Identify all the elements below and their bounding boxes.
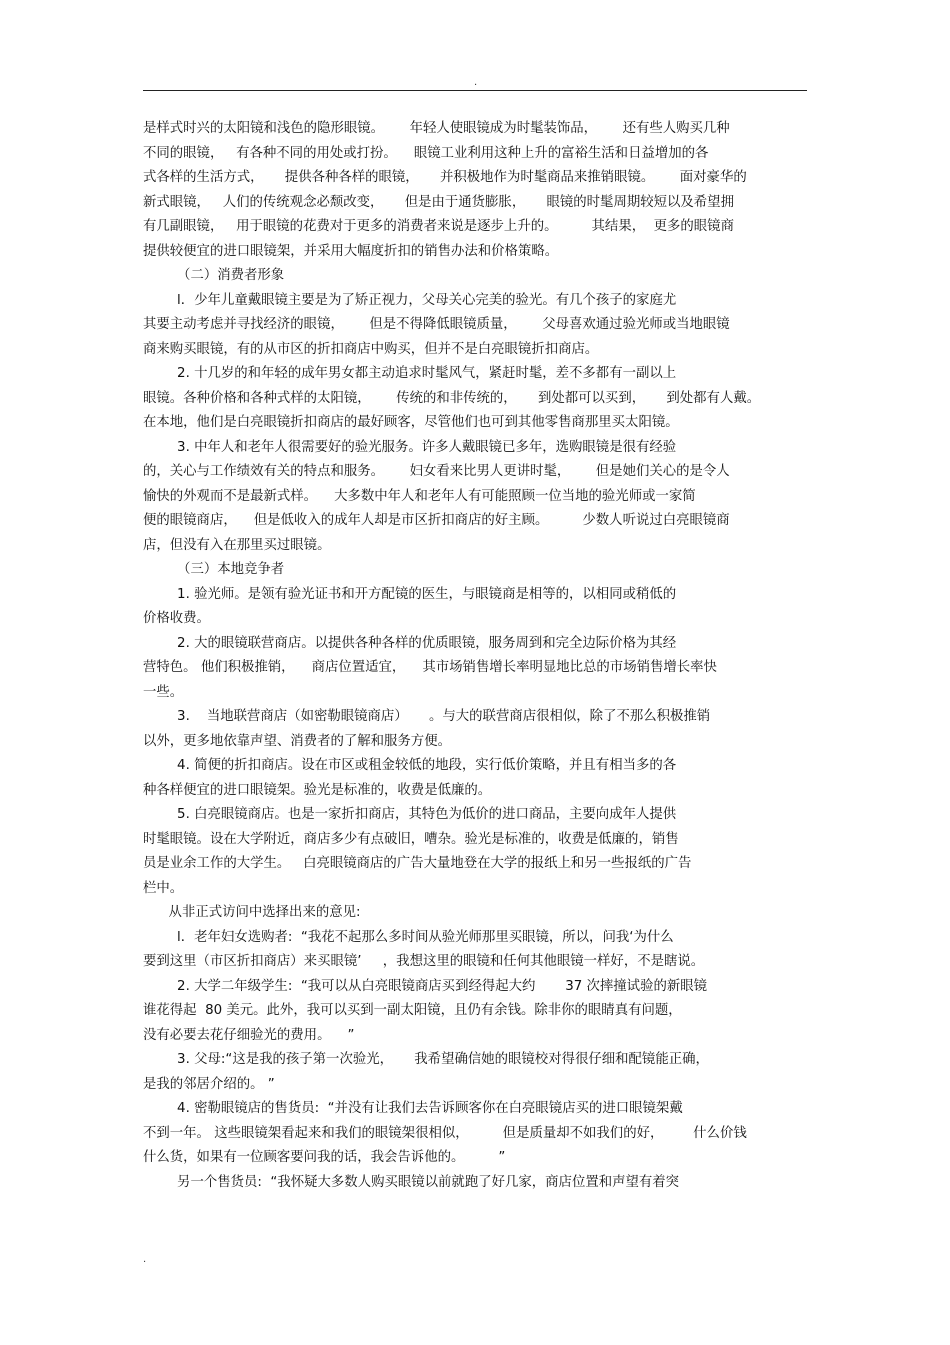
text-line: 种各样便宜的进口眼镜架。验光是标准的，收费是低廉的。 [143, 782, 492, 798]
text-line: 什么货，如果有一位顾客要问我的话，我会告诉他的。 ” [143, 1150, 506, 1165]
text-line: 5. 白亮眼镜商店。也是一家折扣商店，其特色为低价的进口商品，主要向成年人提供 [143, 807, 677, 822]
text-line: 没有必要去花仔细验光的费用。 ” [143, 1027, 355, 1043]
text-line: 不同的眼镜， 有各种不同的用处或打扮。 眼镜工业利用这种上升的富裕生活和日益增加的各 [143, 145, 709, 161]
text-line: 3. 当地联营商店（如密勒眼镜商店） 。与大的联营商店很相似，除了不那么积极推销 [143, 709, 711, 724]
text-line: 有几副眼镜， 用于眼镜的花费对于更多的消费者来说是逐步上升的。 其结果， 更多的眼镜商 [143, 219, 734, 234]
text-line: （三）本地竞争者 [143, 562, 285, 577]
text-line: 要到这里（市区折扣商店）来买眼镜’ ，我想这里的眼镜和任何其他眼镜一样好，不是瞎说。 [143, 954, 705, 969]
text-line: 商来购买眼镜，有的从市区的折扣商店中购买，但并不是白亮眼镜折扣商店。 [143, 341, 599, 357]
text-line: 栏中。 [143, 880, 184, 896]
document-body [143, 117, 807, 1195]
text-line: 眼镜。各种价格和各种式样的太阳镜， 传统的和非传统的， 到处都可以买到， 到处都有人戴。 [143, 390, 761, 406]
text-line: 店，但没有入在那里买过眼镜。 [143, 537, 331, 553]
text-line: 1. 验光师。是领有验光证书和开方配镜的医生，与眼镜商是相等的，以相同或稍低的 [143, 586, 677, 602]
text-line: 2. 大的眼镜联营商店。以提供各种各样的优质眼镜，服务周到和完全边际价格为其经 [143, 635, 677, 651]
text-line: 式各样的生活方式， 提供各种各样的眼镜， 并积极地作为时髦商品来推销眼镜。 面对豪华的 [143, 170, 747, 185]
text-line: l．少年儿童戴眼镜主要是为了矫正视力，父母关心完美的验光。有几个孩子的家庭尤 [143, 292, 677, 308]
text-line: 谁花得起 80 美元。此外，我可以买到一副太阳镜，且仍有余钱。除非你的眼睛真有问题， [143, 1003, 682, 1018]
text-line: 员是业余工作的大学生。 白亮眼镜商店的广告大量地登在大学的报纸上和另一些报纸的广告 [143, 856, 692, 871]
text-line: 便的眼镜商店， 但是低收入的成年人却是市区折扣商店的好主顾。 少数人听说过白亮眼镜商 [143, 513, 730, 528]
text-line: 3. 父母:“这是我的孩子第一次验光， 我希望确信她的眼镜校对得很仔细和配镜能正确， [143, 1052, 709, 1067]
text-line: 3. 中年人和老年人很需要好的验光服务。许多人戴眼镜已多年，选购眼镜是很有经验 [143, 439, 677, 455]
footer-mark: . [143, 1254, 147, 1265]
text-line: 价格收费。 [143, 611, 210, 626]
text-line: 的，关心与工作绩效有关的特点和服务。 妇女看来比男人更讲时髦， 但是她们关心的是令人 [143, 464, 730, 479]
text-line: 4. 简便的折扣商店。设在市区或租金较低的地段，实行低价策略，并且有相当多的各 [143, 758, 677, 773]
text-line: 一些。 [143, 684, 184, 700]
header-rule [143, 90, 807, 91]
text-line: （二）消费者形象 [143, 268, 285, 283]
text-line: 在本地，他们是白亮眼镜折扣商店的最好顾客，尽管他们也可到其他零售商那里买太阳镜。 [143, 415, 679, 430]
text-line: 是我的邻居介绍的。 ” [143, 1076, 275, 1092]
text-line: 营特色。 他们积极推销， 商店位置适宜， 其市场销售增长率明显地比总的市场销售增长率快 [143, 660, 717, 675]
text-line: 新式眼镜， 人们的传统观念必颓改变， 但是由于通货膨胀， 眼镜的时髦周期较短以及希望拥 [143, 194, 734, 210]
text-line: 2. 大学二年级学生: “我可以从白亮眼镜商店买到经得起大约 37 次摔撞试验的新眼镜 [143, 978, 708, 994]
text-line: 不到一年。 这些眼镜架看起来和我们的眼镜架很相似， 但是质量却不如我们的好， 什么价钱 [143, 1125, 747, 1141]
text-line: l．老年妇女选购者: “我花不起那么多时间从验光师那里买眼镜，所以，问我‘为什么 [143, 929, 674, 945]
header-mark: . [474, 77, 478, 88]
text-line: 其要主动考虑并寻找经济的眼镜， 但是不得降低眼镜质量， 父母喜欢通过验光师或当地眼镜 [143, 317, 730, 332]
text-line: 是样式时兴的太阳镜和浅色的隐形眼镜。 年轻人使眼镜成为时髦装饰品， 还有些人购买几种 [143, 121, 730, 136]
text-line: 从非正式访问中选择出来的意见: [143, 905, 361, 920]
text-line: 另一个售货员: “我怀疑大多数人购买眼镜以前就跑了好几家，商店位置和声望有着突 [143, 1174, 680, 1190]
text-line: 2. 十几岁的和年轻的成年男女都主动追求时髦风气，紧赶时髦，差不多都有一副以上 [143, 366, 677, 381]
text-line: 4. 密勒眼镜店的售货员: “并没有让我们去告诉顾客你在白亮眼镜店买的进口眼镜架戴 [143, 1101, 683, 1116]
text-line: 愉快的外观而不是最新式样。 大多数中年人和老年人有可能照顾一位当地的验光师或一家简 [143, 488, 696, 504]
text-line: 时髦眼镜。设在大学附近，商店多少有点破旧，嘈杂。验光是标准的，收费是低廉的，销售 [143, 831, 679, 847]
text-line: 提供较便宜的进口眼镜架，并采用大幅度折扣的销售办法和价格策略。 [143, 243, 559, 259]
text-line: 以外，更多地依靠声望、消费者的了解和服务方便。 [143, 733, 451, 749]
